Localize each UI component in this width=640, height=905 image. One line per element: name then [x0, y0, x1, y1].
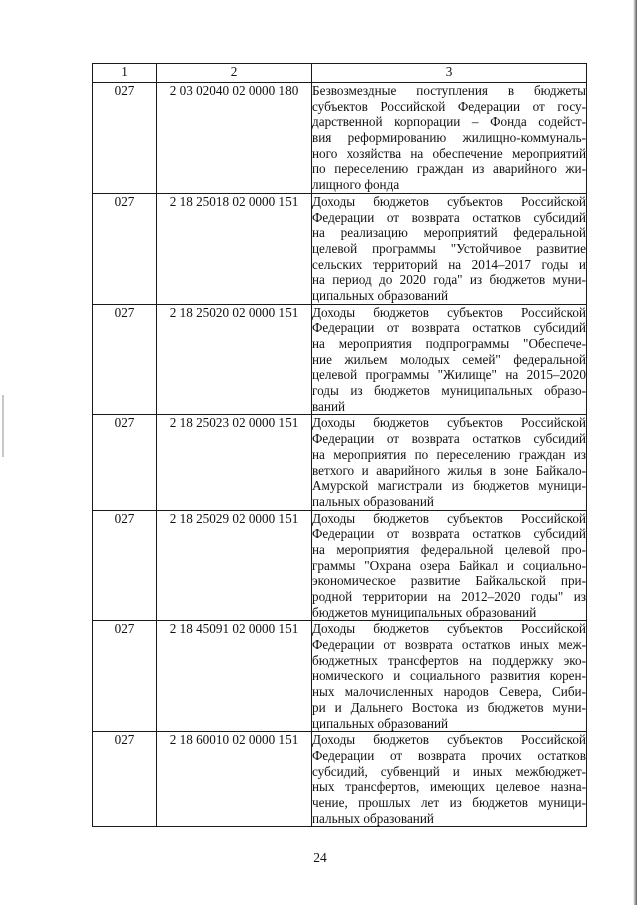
description-cell: [312, 193, 587, 304]
table-row: [93, 621, 587, 732]
admin-code-cell: 027: [93, 621, 157, 732]
description-line: целевой программы "Жилище" на 2015–2020: [312, 367, 586, 383]
description-line: чение, прошлых лет из бюджетов муници-: [312, 794, 586, 810]
budget-code-cell: 2 03 02040 02 0000 180: [157, 83, 312, 194]
description-line: по переселению граждан из аварийного жи-: [312, 161, 586, 177]
description-line: дарственной корпорации – Фонда содейст-: [312, 114, 586, 130]
table-row: [93, 510, 587, 621]
description-line: Доходы бюджетов субъектов Российской: [312, 732, 586, 748]
description-line: Доходы бюджетов субъектов Российской: [312, 415, 586, 431]
description-line: целевой программы "Устойчивое развитие: [312, 240, 586, 256]
description-line: ного хозяйства на обеспечение мероприятий: [312, 145, 586, 161]
budget-code-cell: 2 18 60010 02 0000 151: [157, 732, 312, 827]
description-line: на мероприятия по переселению граждан из: [312, 446, 586, 462]
description-line: Доходы бюджетов субъектов Российской: [312, 304, 586, 320]
admin-code-cell: 027: [93, 83, 157, 194]
column-header: 1: [93, 64, 157, 83]
description-line: на период до 2020 года" из бюджетов муни-: [312, 272, 586, 288]
description-cell: [312, 415, 587, 510]
description-line: экономическое развитие Байкальской при-: [312, 573, 586, 589]
description-line: на реализацию мероприятий федеральной: [312, 225, 586, 241]
budget-code-cell: 2 18 25020 02 0000 151: [157, 304, 312, 415]
page-number: 24: [313, 850, 327, 865]
description-line: Безвозмездные поступления в бюджеты: [312, 83, 586, 98]
description-line: Федерации от возврата остатков субсидий: [312, 320, 586, 336]
table-header-row: [93, 64, 587, 83]
admin-code-cell: 027: [93, 193, 157, 304]
scan-mark: [2, 395, 4, 457]
admin-code-cell: 027: [93, 510, 157, 621]
description-line: ципальных образований: [312, 287, 449, 303]
description-cell: [312, 304, 587, 415]
budget-code-cell: 2 18 25023 02 0000 151: [157, 415, 312, 510]
description-line: бюджетных трансфертов на поддержку эко-: [312, 652, 586, 668]
description-line: Амурской магистрали из бюджетов муници-: [312, 478, 586, 494]
description-line: пальных образований: [312, 493, 434, 509]
description-line: вия реформированию жилищно-коммуналь-: [312, 130, 586, 146]
description-line: Федерации от возврата остатков субсидий: [312, 431, 586, 447]
table-row: [93, 732, 587, 827]
description-line: Доходы бюджетов субъектов Российской: [312, 510, 586, 526]
budget-code-cell: 2 18 25018 02 0000 151: [157, 193, 312, 304]
budget-code-cell: 2 18 25029 02 0000 151: [157, 510, 312, 621]
description-line: ных трансфертов, имеющих целевое назна-: [312, 779, 586, 795]
description-line: ри и Дальнего Востока из бюджетов муни-: [312, 699, 586, 715]
description-line: Федерации от возврата остатков иных меж-: [312, 637, 586, 653]
description-line: Федерации от возврата остатков субсидий: [312, 209, 586, 225]
description-cell: [312, 621, 587, 732]
description-cell: [312, 83, 587, 194]
description-line: на мероприятия подпрограммы "Обеспече-: [312, 336, 586, 351]
description-line: Доходы бюджетов субъектов Российской: [312, 193, 586, 209]
admin-code-cell: 027: [93, 304, 157, 415]
description-line: ципальных образований: [312, 715, 449, 731]
description-cell: [312, 510, 587, 621]
description-line: годы из бюджетов муниципальных образо-: [312, 383, 586, 399]
description-line: лищного фонда: [312, 177, 400, 193]
description-line: субъектов Российской Федерации от госу-: [312, 98, 586, 114]
description-line: Федерации от возврата прочих остатков: [312, 747, 586, 763]
revenue-codes-table: [92, 63, 587, 827]
description-line: родной территории на 2012–2020 годы" из: [312, 589, 586, 604]
description-line: Доходы бюджетов субъектов Российской: [312, 621, 586, 637]
admin-code-cell: 027: [93, 415, 157, 510]
description-line: Федерации от возврата остатков субсидий: [312, 526, 586, 542]
column-header: 3: [312, 64, 587, 83]
description-cell: [312, 732, 587, 827]
description-line: на мероприятия федеральной целевой про-: [312, 541, 586, 557]
description-line: субсидий, субвенций и иных межбюджет-: [312, 763, 586, 779]
admin-code-cell: 027: [93, 732, 157, 827]
description-line: пальных образований: [312, 810, 434, 826]
column-header: 2: [157, 64, 312, 83]
table-row: [93, 415, 587, 510]
description-line: ветхого и аварийного жилья в зоне Байкало-: [312, 462, 586, 478]
budget-code-cell: 2 18 45091 02 0000 151: [157, 621, 312, 732]
description-line: ние жильем молодых семей" федеральной: [312, 351, 586, 367]
description-line: ных малочисленных народов Севера, Сиби-: [312, 684, 586, 700]
description-line: сельских территорий на 2014–2017 годы и: [312, 256, 586, 272]
description-line: ваний: [312, 398, 346, 414]
table-row: [93, 193, 587, 304]
description-line: граммы "Охрана озера Байкал и социально-: [312, 557, 586, 573]
table-row: [93, 83, 587, 194]
description-line: номического и социального развития корен-: [312, 668, 586, 684]
scan-shadow-edge: [633, 0, 637, 905]
table-row: [93, 304, 587, 415]
description-line: бюджетов муниципальных образований: [312, 604, 537, 620]
